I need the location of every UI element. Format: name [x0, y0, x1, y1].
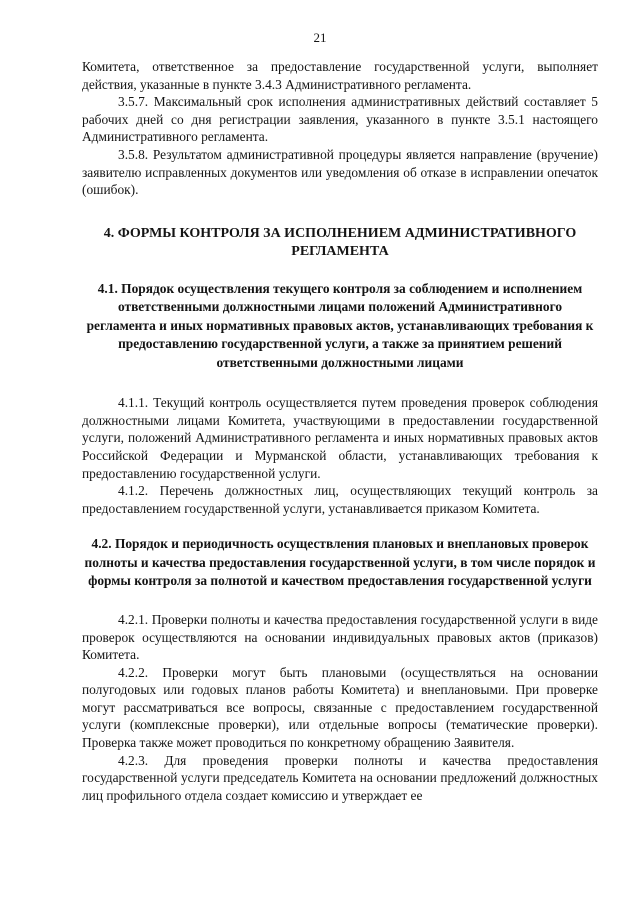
paragraph-3-5-8: 3.5.8. Результатом административной процедуры является направление (вручение) заявителю исправленных документов или уведомления об отказе в исправлении опечаток (ошибок).	[82, 146, 598, 198]
paragraph-continuation: Комитета, ответственное за предоставление государственной услуги, выполняет действия, указанные в пункте 3.4.3 Административного регламента.	[82, 59, 598, 92]
subsection-heading-4-1: 4.1. Порядок осуществления текущего контроля за соблюдением и исполнением ответственными должностными лицами положений Административного регламента и иных нормативных правовых актов, устанавливающих требования к предоставлению государственной услуги, а также за принятием решений ответственными должностными лицами	[86, 280, 594, 370]
paragraph-4-1-2: 4.1.2. Перечень должностных лиц, осуществляющих текущий контроль за предоставлением государственной услуги, устанавливается приказом Комитета.	[82, 483, 598, 516]
page-number: 21	[313, 30, 327, 45]
paragraph-4-2-2: 4.2.2. Проверки могут быть плановыми (осуществляться на основании полугодовых или годовых планов работы Комитета) и внеплановыми. При проверке могут рассматриваться все вопросы, связанные с предоставлением государственной услуги (комплексные проверки), или отдельные вопросы (тематические проверки). Проверка также может проводиться по конкретному обращению Заявителя.	[82, 664, 598, 751]
subsection-heading-4-2: 4.2. Порядок и периодичность осуществления плановых и внеплановых проверок полноты и качества предоставления государственной услуги, в том числе порядок и формы контроля за полнотой и качеством предоставления государственной услуги	[84, 536, 596, 589]
paragraph-4-2-3: 4.2.3. Для проведения проверки полноты и качества предоставления государственной услуги председатель Комитета на основании предложений должностных лиц профильного отдела создает комиссию и утверждает ее	[82, 752, 598, 803]
paragraph-4-2-1: 4.2.1. Проверки полноты и качества предоставления государственной услуги в виде проверок осуществляются на основании индивидуальных правовых актов (приказов) Комитета.	[82, 611, 598, 663]
paragraph-4-1-1: 4.1.1. Текущий контроль осуществляется путем проведения проверок соблюдения должностными лицами Комитета, участвующими в предоставлении государственной услуги, положений Административного регламента и иных нормативных правовых актов Российской Федерации и Мурманской области, устанавливающих требования к предоставлению государственной услуги.	[82, 395, 598, 481]
paragraph-3-5-7: 3.5.7. Максимальный срок исполнения административных действий составляет 5 рабочих дней со дня регистрации заявления, указанного в пункте 3.5.1 настоящего Административного регламента.	[82, 94, 598, 145]
document-body	[82, 58, 598, 804]
section-heading: 4. ФОРМЫ КОНТРОЛЯ ЗА ИСПОЛНЕНИЕМ АДМИНИСТРАТИВНОГО РЕГЛАМЕНТА	[103, 225, 577, 260]
